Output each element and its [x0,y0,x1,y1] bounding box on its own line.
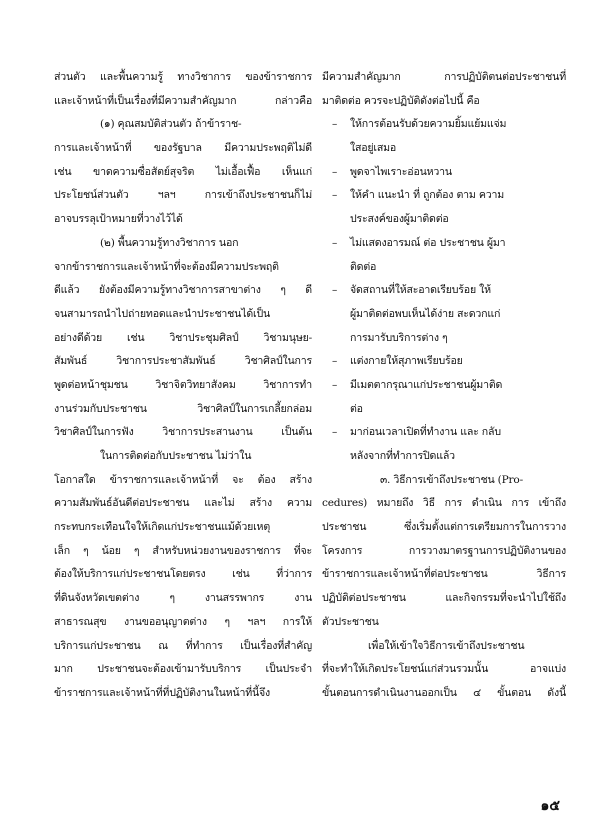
text-line: cedures) หมายถึง วิธี การ ดำเนิน การ เข้าถึง [322,497,566,510]
text-line: อาจบรรลุเป้าหมายที่วางไว้ได้ [54,213,183,226]
text-line: การและเจ้าหน้าที่ ของรัฐบาล มีความประพฤติไม่ดี [54,142,312,155]
text-line: ประสงค์ของผู้มาติดต่อ [350,213,449,226]
dash-bullet-icon: – [332,189,338,202]
text-line: – พูดจาไพเราะอ่อนหวาน [322,161,566,185]
text-line: ส่วนตัว และพื้นความรู้ ทางวิชาการ ของข้าราชการ [54,71,312,83]
text-line: เช่น ขาดความซื่อสัตย์สุจริต ไม่เอื้อเฟื้อ เห็นแก่ [54,165,312,178]
dash-bullet-icon: – [332,236,338,249]
text-line: ดีแล้ว ยังต้องมีความรู้ทางวิชาการสาขาต่าง ๆ ดี [54,284,312,297]
dash-bullet-icon: – [332,355,338,368]
text-line: – มาก่อนเวลาเปิดที่ทำงาน และ กลับ [322,421,566,445]
text-line: (๒) พื้นความรู้ทางวิชาการ นอก [100,236,239,249]
text-line: – ไม่แสดงอารมณ์ ต่อ ประชาชน ผู้มา [322,232,566,256]
text-line: จากข้าราชการและเจ้าหน้าที่จะต้องมีความประพฤติ [54,260,279,273]
text-line: ที่จะทำให้เกิดประโยชน์แก่ส่วนรวมนั้น อาจแบ่ง [322,663,566,676]
text-line: งานร่วมกับประชาชน วิชาศิลป์ในการเกลี้ยกล่อม [54,402,312,415]
text-line: – ให้การต้อนรับด้วยความยิ้มแย้มแจ่ม [322,113,566,137]
dash-bullet-icon: – [332,165,338,178]
text-line: ข้าราชการและเจ้าหน้าที่ต่อประชาชน วิธีการ [322,568,566,581]
dash-bullet-icon: – [332,118,338,131]
text-line: อย่างดีด้วย เช่น วิชาประชุมศิลป์ วิชามนุษย- [54,331,312,344]
text-line: หลังจากที่ทำการปิดแล้ว [350,450,455,462]
text-line: ข้าราชการและเจ้าหน้าที่ที่ปฏิบัติงานในหน้าที่นี้จึง [54,686,270,699]
text-line: โอกาสใด ข้าราชการและเจ้าหน้าที่ จะ ต้อง สร้าง [54,473,312,486]
text-line: ๓. วิธีการเข้าถึงประชาชน (Pro- [380,473,523,486]
text-line: พูดต่อหน้าชุมชน วิชาจิตวิทยาสังคม วิชาการทำ [54,378,312,391]
text-line: ติดต่อ [350,260,377,273]
page-number: ๑๕ [540,798,560,814]
text-line: และเจ้าหน้าที่เป็นเรื่องที่มีความสำคัญมาก กล่าวคือ [54,94,312,107]
text-line: วิชาศิลป์ในการฟัง วิชาการประสานงาน เป็นต้น [54,426,312,439]
text-line: – จัดสถานที่ให้สะอาดเรียบร้อย ให้ [322,279,566,303]
text-line: มาติดต่อ ควรจะปฏิบัติดังต่อไปนี้ คือ [322,94,480,107]
dash-bullet-icon: – [332,284,338,297]
text-line: ใสอยู่เสมอ [350,142,397,155]
text-line: เพื่อให้เข้าใจวิธีการเข้าถึงประชาชน [368,639,525,652]
right-text-column [322,66,566,706]
text-line: – แต่งกายให้สุภาพเรียบร้อย [322,350,566,374]
left-text-column [54,66,312,706]
text-line: ประโยชน์ส่วนตัว ฯลฯ การเข้าถึงประชาชนก็ไม่ [54,189,312,202]
text-line: โครงการ การวางมาตรฐานการปฏิบัติงานของ [322,544,566,557]
text-line: – ให้คำ แนะนำ ที่ ถูกต้อง ตาม ความ [322,184,566,208]
text-line: มาก ประชาชนจะต้องเข้ามารับบริการ เป็นประจำ [54,663,312,676]
text-line: – มีเมตตากรุณาแก่ประชาชนผู้มาติด [322,374,566,398]
text-line: บริการแก่ประชาชน ณ ที่ทำการ เป็นเรื่องที่สำคัญ [54,639,312,652]
text-line: (๑) คุณสมบัติส่วนตัว ถ้าข้าราช- [100,118,242,131]
text-line: เล็ก ๆ น้อย ๆ สำหรับหน่วยงานของราชการ ที่จะ [54,544,312,557]
text-line: การมารับบริการต่าง ๆ [350,331,448,344]
dash-bullet-icon: – [332,426,338,439]
text-line: ตัวประชาชน [322,615,379,628]
text-line: ประชาชน ซึ่งเริ่มตั้งแต่การเตรียมการในการวาง [322,521,566,534]
text-line: ขั้นตอนการดำเนินงานออกเป็น ๔ ขั้นตอน ดังนี้ [322,686,566,699]
text-line: ผู้มาติดต่อพบเห็นได้ง่าย สะดวกแก่ [350,307,501,320]
text-line: จนสามารถนำไปถ่ายทอดและนำประชาชนได้เป็น [54,307,271,320]
text-line: ความสัมพันธ์อันดีต่อประชาชน และไม่ สร้าง ความ [54,497,312,510]
text-line: สาธารณสุข งานขออนุญาตต่าง ๆ ฯลฯ การให้ [54,615,312,628]
dash-bullet-icon: – [332,378,338,391]
text-line: ที่ดินจังหวัดเขตต่าง ๆ งานสรรพากร งาน [54,592,312,605]
text-line: ปฏิบัติต่อประชาชน และกิจกรรมที่จะนำไปใช้ถึง [322,592,566,605]
text-line: ต่อ [350,402,363,415]
text-line: ในการติดต่อกับประชาชน ไม่ว่าใน [100,450,252,462]
text-line: มีความสำคัญมาก การปฏิบัติตนต่อประชาชนที่ [322,71,566,83]
text-line: ต้องให้บริการแก่ประชาชนโดยตรง เช่น ที่ว่าการ [54,568,312,581]
text-line: กระทบกระเทือนใจให้เกิดแก่ประชาชนแม้ด้วยเหตุ [54,521,271,534]
text-line: สัมพันธ์ วิชาการประชาสัมพันธ์ วิชาศิลป์ในการ [54,355,312,368]
